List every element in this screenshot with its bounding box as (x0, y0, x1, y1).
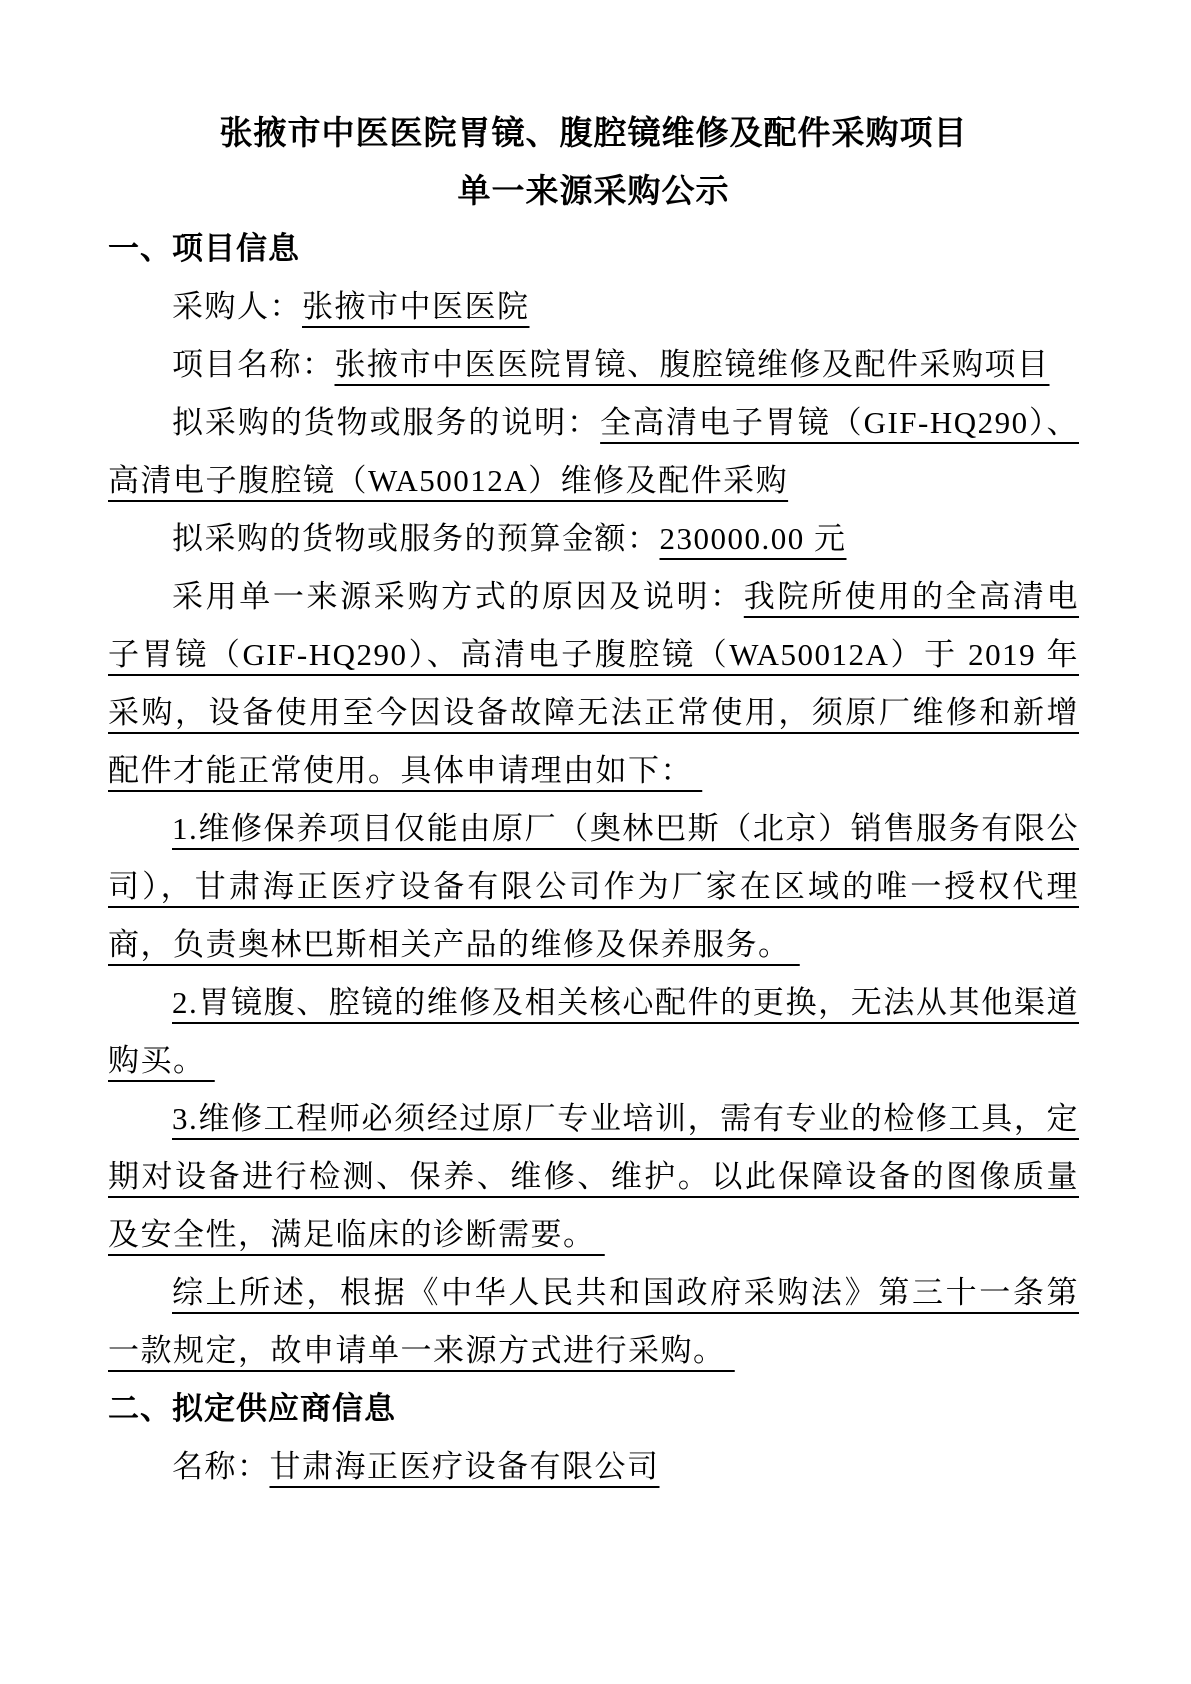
reason-item-1 (108, 800, 1079, 974)
supplier-name-label: 名称： (172, 1449, 270, 1484)
project-name-label: 项目名称： (172, 347, 335, 382)
project-name-value: 张掖市中医医院胃镜、腹腔镜维修及配件采购项目 (334, 347, 1050, 382)
reason-item-2-text: 2.胃镜腹、腔镜的维修及相关核心配件的更换，无法从其他渠道购买。 (108, 985, 1079, 1078)
conclusion-text: 综上所述，根据《中华人民共和国政府采购法》第三十一条第一款规定，故申请单一来源方式进行采购。 (108, 1275, 1079, 1368)
document-subtitle: 单一来源采购公示 (457, 172, 730, 209)
description-value: 全高清电子胃镜（GIF-HQ290）、高清电子腹腔镜（WA50012A）维修及配件采购 (108, 405, 1079, 498)
budget-label: 拟采购的货物或服务的预算金额： (172, 521, 660, 556)
document-title: 张掖市中医医院胃镜、腹腔镜维修及配件采购项目 (219, 114, 968, 151)
conclusion-paragraph (108, 1264, 1079, 1380)
field-project-name (108, 336, 1079, 394)
description-label: 拟采购的货物或服务的说明： (172, 405, 601, 440)
section2-heading: 二、拟定供应商信息 (108, 1391, 396, 1426)
field-reason (108, 568, 1079, 800)
reason-value: 我院所使用的全高清电子胃镜（GIF-HQ290）、高清电子腹腔镜（WA50012A）于 2019 年采购，设备使用至今因设备故障无法正常使用，须原厂维修和新增配件才能正常使用。具体申请理由如下： (108, 579, 1080, 788)
reason-item-3 (108, 1090, 1079, 1264)
supplier-name-value: 甘肃海正医疗设备有限公司 (269, 1449, 660, 1484)
reason-item-1-text: 1.维修保养项目仅能由原厂（奥林巴斯（北京）销售服务有限公司），甘肃海正医疗设备有限公司作为厂家在区域的唯一授权代理商，负责奥林巴斯相关产品的维修及保养服务。 (108, 811, 1079, 962)
section1-heading: 一、项目信息 (108, 231, 300, 266)
field-supplier-name (108, 1438, 1079, 1496)
field-budget (108, 510, 1079, 568)
purchaser-value: 张掖市中医医院 (302, 289, 530, 324)
reason-item-2 (108, 974, 1079, 1090)
field-description (108, 394, 1079, 510)
field-purchaser (108, 278, 1079, 336)
reason-item-3-text: 3.维修工程师必须经过原厂专业培训，需有专业的检修工具，定期对设备进行检测、保养、维修、维护。以此保障设备的图像质量及安全性，满足临床的诊断需要。 (108, 1101, 1079, 1252)
reason-label: 采用单一来源采购方式的原因及说明： (172, 579, 744, 614)
budget-value: 230000.00 元 (659, 521, 847, 556)
purchaser-label: 采购人： (172, 289, 302, 324)
